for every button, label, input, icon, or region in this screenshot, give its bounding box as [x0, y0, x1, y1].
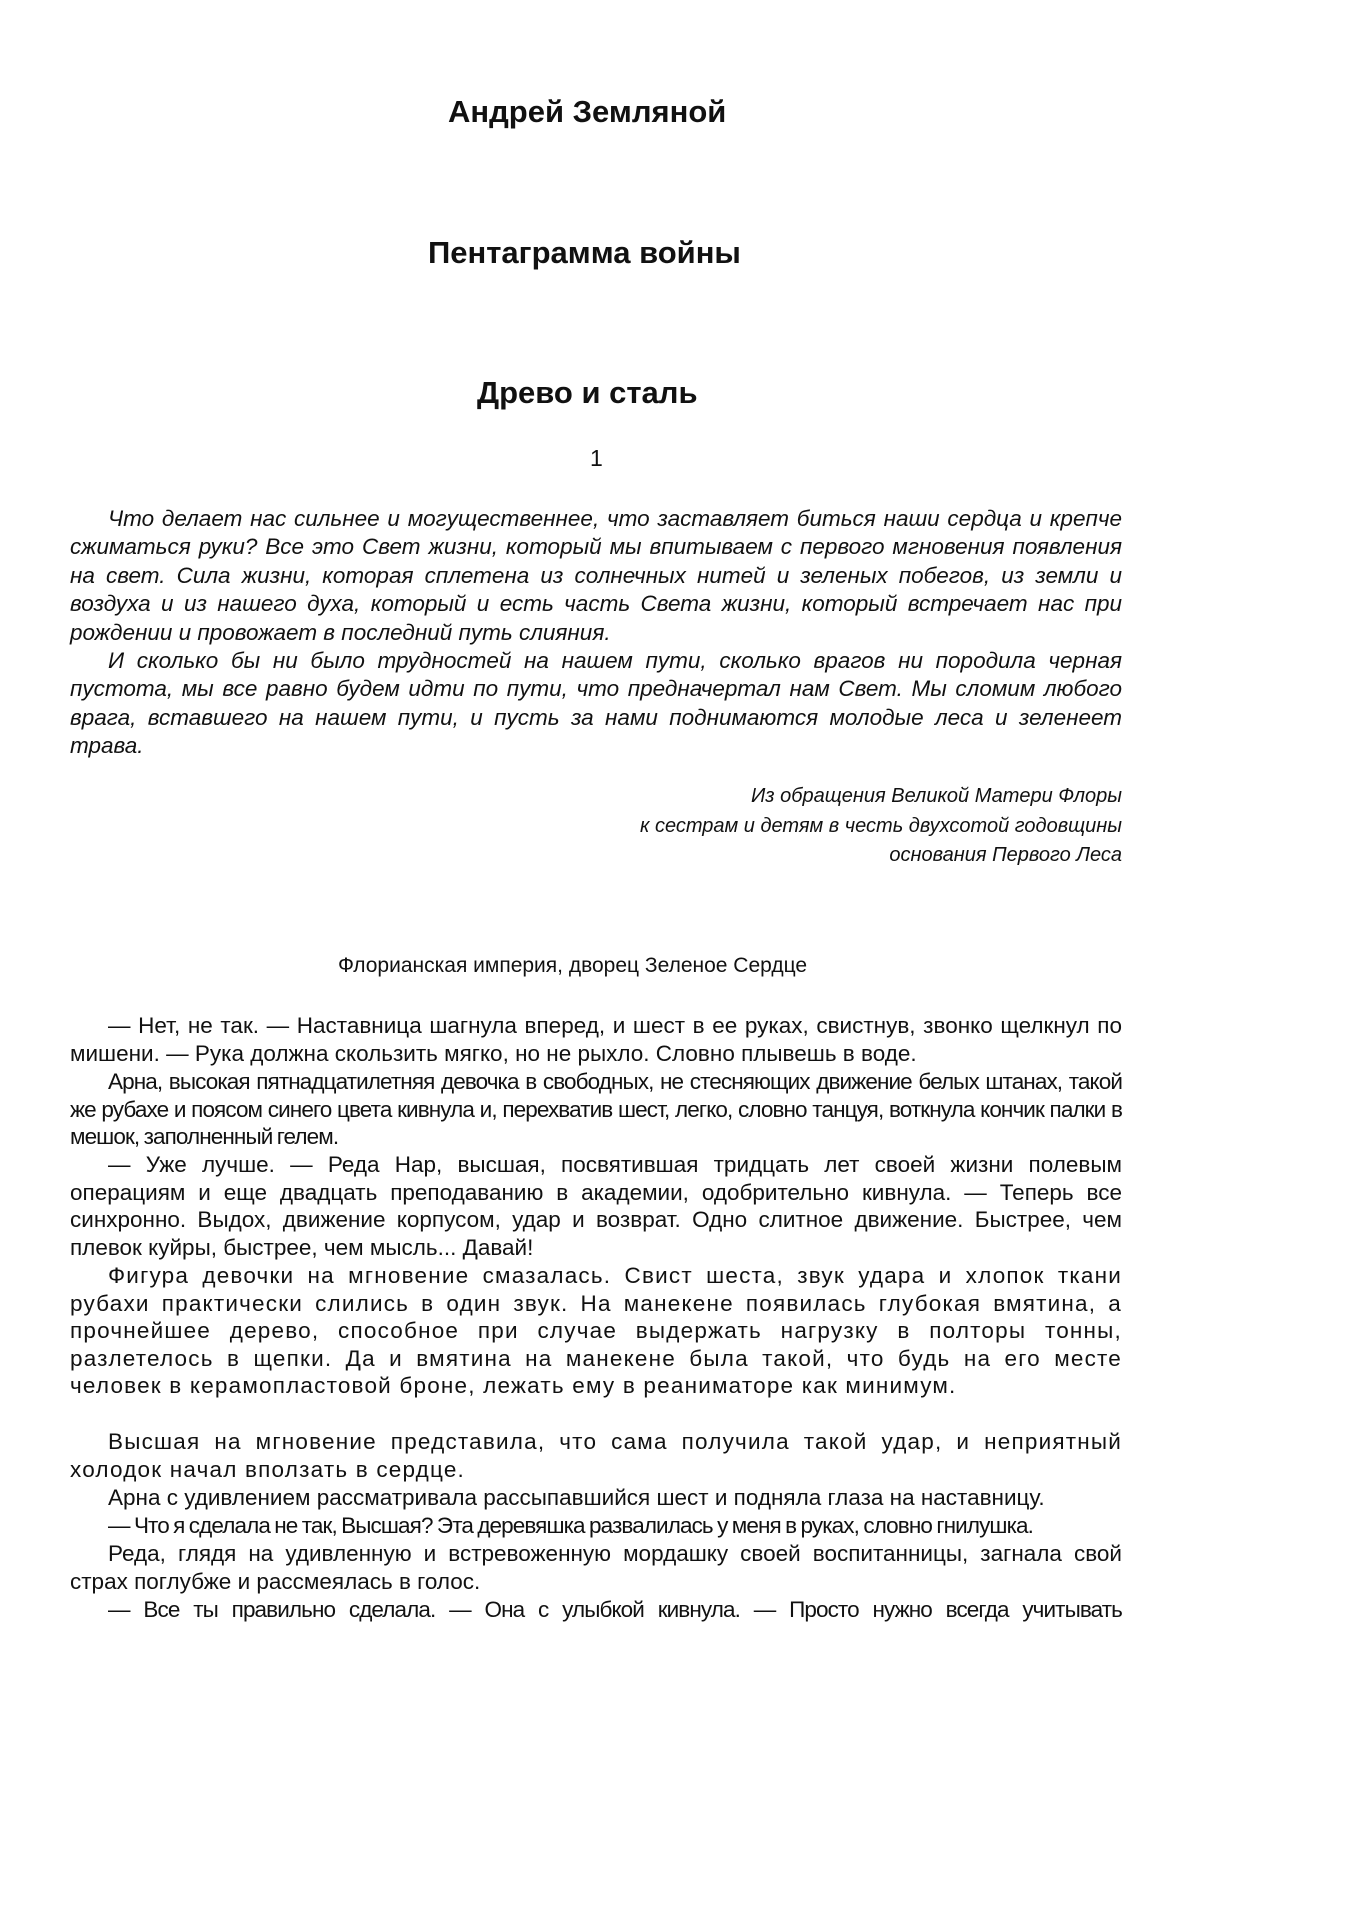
body-paragraph: — Уже лучше. — Реда Нар, высшая, посвятившая тридцать лет своей жизни полевым операциям и еще двадцать преподаванию в академии, одобрительно кивнула. — Теперь все синхронно. Выдох, движение корпусом, удар и возврат. Одно слитное движение. Быстрее, чем плевок куйры, быстрее, чем мысль... Давай!	[70, 1152, 1122, 1260]
book-title: Пентаграмма войны	[428, 235, 741, 270]
body-paragraph: Высшая на мгновение представила, что сама получила такой удар, и неприятный холодок начал вползать в сердце.	[70, 1429, 1122, 1482]
attribution-line: основания Первого Леса	[889, 844, 1122, 866]
chapter-number: 1	[590, 445, 603, 471]
body-paragraph: Фигура девочки на мгновение смазалась. Свист шеста, звук удара и хлопок ткани рубахи практически слились в один звук. На манекене появилась глубокая вмятина, а прочнейшее дерево, способное при случае выдержать нагрузку в полторы тонны, разлетелось в щепки. Да и вмятина на манекене была такой, что будь на его месте человек в керамопластовой броне, лежать ему в реаниматоре как минимум.	[70, 1263, 1122, 1399]
body-paragraph: — Что я сделала не так, Высшая? Эта деревяшка развалилась у меня в руках, словно гнилушка.	[108, 1513, 1033, 1538]
part-title: Древо и сталь	[477, 375, 698, 410]
epigraph-paragraph: И сколько бы ни было трудностей на нашем пути, сколько врагов ни породила черная пустота, мы все равно будем идти по пути, что предначертал нам Свет. Мы сломим любого врага, вставшего на нашем пути, и пусть за нами поднимаются молодые леса и зеленеет трава.	[70, 648, 1122, 759]
attribution-line: к сестрам и детям в честь двухсотой годовщины	[639, 814, 1122, 837]
epigraph-attribution	[640, 782, 1122, 871]
body-paragraph: — Нет, не так. — Наставница шагнула вперед, и шест в ее руках, свистнув, звонко щелкнул по мишени. — Рука должна скользить мягко, но не рыхло. Словно плывешь в воде.	[70, 1013, 1122, 1066]
attribution-line: Из обращения Великой Матери Флоры	[750, 785, 1122, 807]
body-paragraph: — Все ты правильно сделала. — Она с улыбкой кивнула. — Просто нужно всегда учитывать	[108, 1597, 1122, 1622]
epigraph-paragraph: Что делает нас сильнее и могущественнее, что заставляет биться наши сердца и крепче сжиматься руки? Все это Свет жизни, который мы впитываем с первого мгновения появления на свет. Сила жизни, которая сплетена из солнечных нитей и зеленых побегов, из земли и воздуха и из нашего духа, который и есть часть Света жизни, который встречает нас при рождении и провожает в последний путь слияния.	[70, 506, 1122, 645]
body-paragraph: Арна с удивлением рассматривала рассыпавшийся шест и подняла глаза на наставницу.	[108, 1485, 1045, 1510]
author-name: Андрей Земляной	[448, 94, 727, 129]
body-paragraph: Реда, глядя на удивленную и встревоженную мордашку своей воспитанницы, загнала свой страх поглубже и рассмеялась в голос.	[70, 1541, 1122, 1594]
body-paragraph: Арна, высокая пятнадцатилетняя девочка в свободных, не стесняющих движение белых штанах, такой же рубахе и поясом синего цвета кивнула и, перехватив шест, легко, словно танцуя, воткнула кончик палки в мешок, заполненный гелем.	[70, 1069, 1122, 1150]
scene-location: Флорианская империя, дворец Зеленое Сердце	[338, 954, 808, 977]
